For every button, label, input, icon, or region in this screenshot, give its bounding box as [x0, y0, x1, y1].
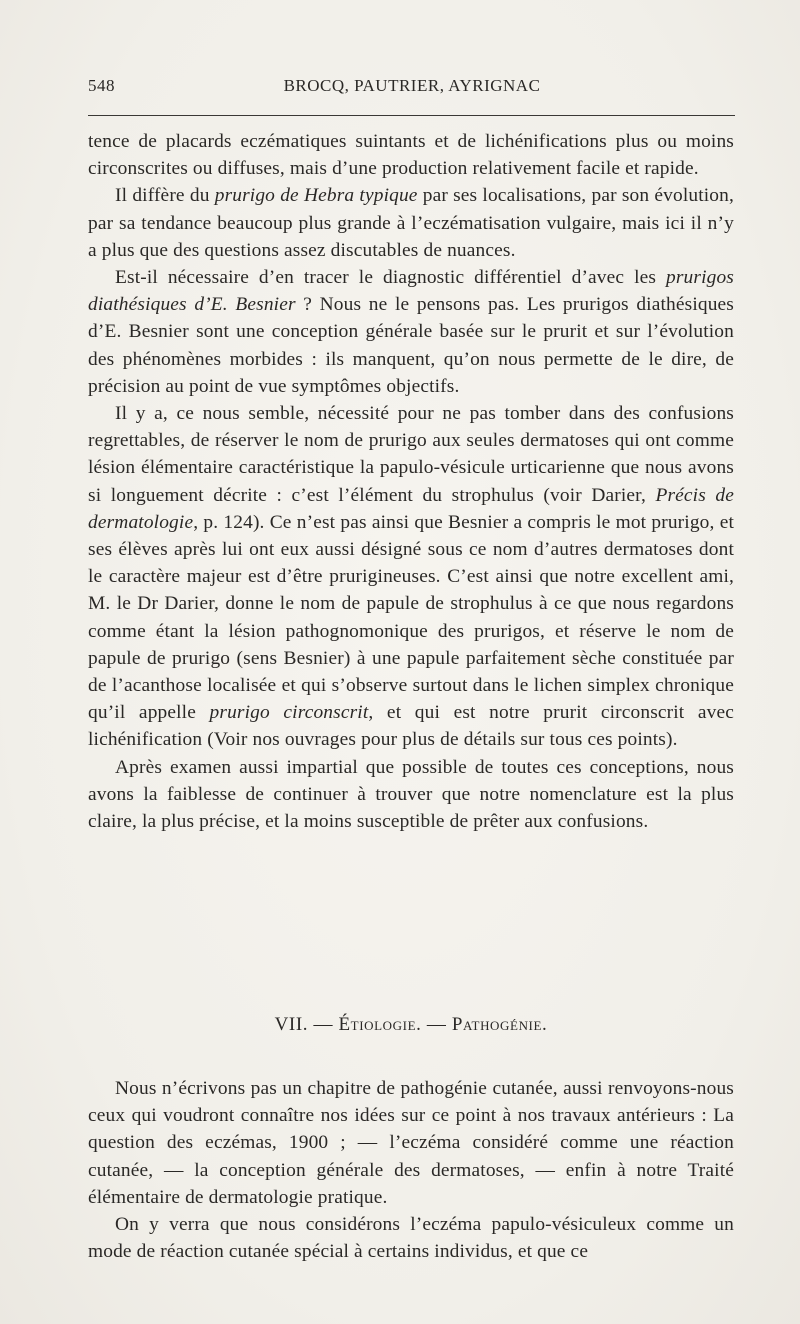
italic-run: prurigo de Hebra typique [214, 185, 418, 207]
italic-run: Précis de dermatologie [88, 484, 734, 533]
paragraph [88, 1075, 734, 1211]
text-run: tence de placards eczématiques suintants et de lichénifications plus ou moins circonscrites ou diffuses, mais d’une production relativement facile et rapide. [88, 131, 734, 180]
paragraph [88, 182, 734, 264]
text-run: , et qui est notre prurit circonscrit avec lichénification (Voir nos ouvrages pour plus de détails sur tous ces points). [88, 702, 735, 751]
section-number: VII. [274, 1014, 309, 1035]
italic-run: prurigo circonscrit [209, 702, 369, 724]
text-run: Nous n’écrivons pas un chapitre de pathogénie cutanée, aussi renvoyons-nous ceux qui voudront connaître nos idées sur ce point à nos travaux antérieurs : La question des eczémas, 1900 ; — l’eczéma considéré comme une réaction cutanée, — la conception générale des dermatoses, — enfin à notre Traité élémentaire de dermatologie pratique. [88, 1078, 734, 1208]
paragraph [88, 400, 734, 754]
page-header [88, 76, 736, 100]
text-run: Il y a, ce nous semble, nécessité pour ne pas tomber dans des confusions regrettables, de réserver le nom de prurigo aux seules dermatoses qui ont comme lésion élémentaire caractéristique la papulo-vésicule urticarienne que nous avons si longuement décrite : c’est l’élément du strophulus (voir Darier, [88, 403, 734, 506]
text-run: On y verra que nous considérons l’eczéma papulo-vésiculeux comme un mode de réaction cutanée spécial à certains individus, et que ce [88, 1214, 734, 1263]
running-head: BROCQ, PAUTRIER, AYRIGNAC [283, 76, 541, 95]
section-dash: — [313, 1014, 334, 1035]
section-title-pathogenie: Pathogénie. [451, 1014, 548, 1035]
paragraph [88, 128, 734, 182]
italic-run: prurigos diathésiques d’E. Besnier [88, 267, 734, 316]
paragraph [88, 264, 734, 400]
paragraph [88, 754, 734, 836]
text-run: , p. 124). Ce n’est pas ainsi que Besnier a compris le mot prurigo, et ses élèves après lui ont eux aussi désigné sous ce nom d’autres dermatoses dont le caractère majeur est d’être prurigineuses. C’est ainsi que notre excellent ami, M. le Dr Darier, donne le nom de papule de strophulus à ce que nous regardons comme étant la lésion pathognomonique des prurigos, et réserve le nom de papule de prurigo (sens Besnier) à une papule parfaitement sèche constituée par de l’acanthose localisée et qui s’observe surtout dans le lichen simplex chronique qu’il appelle [88, 511, 734, 724]
section-title-etiologie: Étiologie. [338, 1014, 422, 1035]
text-run: Après examen aussi impartial que possible de toutes ces conceptions, nous avons la faiblesse de continuer à trouver que notre nomenclature est la plus claire, la plus précise, et la moins susceptible de prêter aux confusions. [88, 756, 734, 833]
paragraph [88, 1211, 734, 1265]
body-text-upper [88, 128, 734, 835]
section-dash: — [426, 1014, 447, 1035]
page-number: 548 [88, 76, 115, 95]
text-run: Il diffère du [115, 185, 215, 207]
text-run: par ses localisations, par son évolution, par sa tendance beaucoup plus grande à l’eczématisation vulgaire, mais ici il n’y a plus que des questions assez discutables de nuances. [88, 185, 734, 261]
header-rule [88, 115, 735, 116]
text-run: Est-il nécessaire d’en tracer le diagnostic différentiel d’avec les [115, 267, 666, 289]
text-run: ? Nous ne le pensons pas. Les prurigos diathésiques d’E. Besnier sont une conception générale basée sur le prurit et sur l’évolution des phénomènes morbides : ils manquent, qu’on nous permette de le dire, de précision au point de vue symptômes objectifs. [88, 294, 734, 397]
body-text-lower [88, 1075, 734, 1265]
section-heading [88, 1014, 734, 1036]
